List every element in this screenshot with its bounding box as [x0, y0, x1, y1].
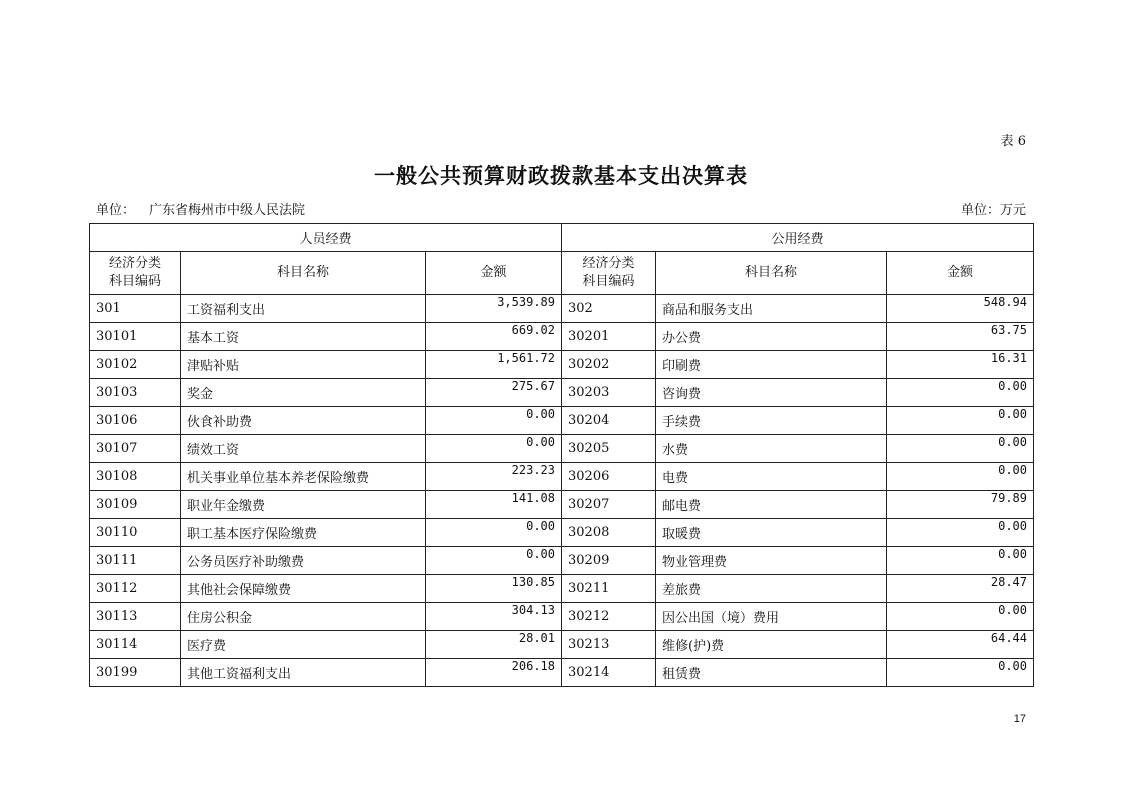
right-code-cell: 30214 — [562, 659, 656, 687]
right-amount-cell: 79.89 — [887, 491, 1034, 519]
table-row — [90, 603, 1034, 631]
left-code-cell: 30107 — [90, 435, 181, 463]
section-personnel-header: 人员经费 — [90, 224, 562, 252]
left-code-cell: 30103 — [90, 379, 181, 407]
right-code-cell: 30212 — [562, 603, 656, 631]
left-name-cell: 工资福利支出 — [181, 295, 426, 323]
left-name-cell: 伙食补助费 — [181, 407, 426, 435]
left-name-cell: 奖金 — [181, 379, 426, 407]
left-code-cell: 301 — [90, 295, 181, 323]
section-public-header: 公用经费 — [562, 224, 1034, 252]
left-name-cell: 机关事业单位基本养老保险缴费 — [181, 463, 426, 491]
left-amount-cell: 223.23 — [426, 463, 562, 491]
right-amount-cell: 16.31 — [887, 351, 1034, 379]
left-name-cell: 医疗费 — [181, 631, 426, 659]
table-row — [90, 547, 1034, 575]
table-row — [90, 463, 1034, 491]
left-code-cell: 30106 — [90, 407, 181, 435]
left-name-cell: 津贴补贴 — [181, 351, 426, 379]
left-amount-cell: 0.00 — [426, 407, 562, 435]
right-name-cell: 差旅费 — [656, 575, 887, 603]
right-name-cell: 邮电费 — [656, 491, 887, 519]
right-code-cell: 30211 — [562, 575, 656, 603]
table-row — [90, 379, 1034, 407]
left-name-cell: 其他社会保障缴费 — [181, 575, 426, 603]
left-amount-cell: 141.08 — [426, 491, 562, 519]
right-amount-cell: 0.00 — [887, 379, 1034, 407]
right-code-cell: 30205 — [562, 435, 656, 463]
left-name-cell: 住房公积金 — [181, 603, 426, 631]
left-code-cell: 30101 — [90, 323, 181, 351]
right-amount-cell: 0.00 — [887, 603, 1034, 631]
col-header-code-right: 经济分类 科目编码 — [562, 252, 656, 295]
right-amount-cell: 0.00 — [887, 659, 1034, 687]
right-name-cell: 租赁费 — [656, 659, 887, 687]
right-code-cell: 30201 — [562, 323, 656, 351]
left-amount-cell: 206.18 — [426, 659, 562, 687]
reporting-unit — [96, 199, 305, 218]
right-code-cell: 30202 — [562, 351, 656, 379]
left-code-cell: 30114 — [90, 631, 181, 659]
right-amount-cell: 28.47 — [887, 575, 1034, 603]
left-name-cell: 绩效工资 — [181, 435, 426, 463]
left-amount-cell: 130.85 — [426, 575, 562, 603]
currency-unit: 单位：万元 — [960, 203, 1026, 218]
left-amount-cell: 0.00 — [426, 519, 562, 547]
right-code-cell: 30204 — [562, 407, 656, 435]
right-code-cell: 30203 — [562, 379, 656, 407]
table-number: 表 6 — [1000, 134, 1026, 149]
col-header-name-left: 科目名称 — [181, 252, 426, 295]
right-amount-cell: 0.00 — [887, 435, 1034, 463]
right-name-cell: 取暖费 — [656, 519, 887, 547]
right-name-cell: 咨询费 — [656, 379, 887, 407]
table-row — [90, 435, 1034, 463]
right-name-cell: 印刷费 — [656, 351, 887, 379]
table-row — [90, 295, 1034, 323]
col-header-amount-right: 金额 — [887, 252, 1034, 295]
table-row — [90, 351, 1034, 379]
col-header-amount-left: 金额 — [426, 252, 562, 295]
right-name-cell: 电费 — [656, 463, 887, 491]
left-amount-cell: 1,561.72 — [426, 351, 562, 379]
right-amount-cell: 0.00 — [887, 547, 1034, 575]
left-amount-cell: 0.00 — [426, 435, 562, 463]
right-amount-cell: 63.75 — [887, 323, 1034, 351]
left-name-cell: 职工基本医疗保险缴费 — [181, 519, 426, 547]
right-name-cell: 维修(护)费 — [656, 631, 887, 659]
right-name-cell: 商品和服务支出 — [656, 295, 887, 323]
page-title: 一般公共预算财政拨款基本支出决算表 — [374, 163, 748, 188]
right-code-cell: 30213 — [562, 631, 656, 659]
left-name-cell: 基本工资 — [181, 323, 426, 351]
col-header-name-right: 科目名称 — [656, 252, 887, 295]
left-amount-cell: 3,539.89 — [426, 295, 562, 323]
left-amount-cell: 28.01 — [426, 631, 562, 659]
right-code-cell: 30208 — [562, 519, 656, 547]
left-code-cell: 30102 — [90, 351, 181, 379]
right-code-cell: 30207 — [562, 491, 656, 519]
left-name-cell: 职业年金缴费 — [181, 491, 426, 519]
table-row — [90, 659, 1034, 687]
table-row — [90, 491, 1034, 519]
right-amount-cell: 0.00 — [887, 463, 1034, 491]
left-code-cell: 30112 — [90, 575, 181, 603]
table-row — [90, 631, 1034, 659]
left-amount-cell: 275.67 — [426, 379, 562, 407]
right-name-cell: 因公出国（境）费用 — [656, 603, 887, 631]
right-amount-cell: 548.94 — [887, 295, 1034, 323]
table-row — [90, 407, 1034, 435]
left-name-cell: 公务员医疗补助缴费 — [181, 547, 426, 575]
right-amount-cell: 0.00 — [887, 407, 1034, 435]
page-number: 17 — [1013, 713, 1026, 725]
right-name-cell: 物业管理费 — [656, 547, 887, 575]
left-code-cell: 30108 — [90, 463, 181, 491]
table-row — [90, 519, 1034, 547]
col-header-code-left: 经济分类 科目编码 — [90, 252, 181, 295]
right-amount-cell: 0.00 — [887, 519, 1034, 547]
right-name-cell: 水费 — [656, 435, 887, 463]
left-amount-cell: 0.00 — [426, 547, 562, 575]
right-code-cell: 30209 — [562, 547, 656, 575]
left-code-cell: 30113 — [90, 603, 181, 631]
reporting-unit-label: 单位： — [96, 203, 136, 218]
left-amount-cell: 669.02 — [426, 323, 562, 351]
reporting-unit-value: 广东省梅州市中级人民法院 — [149, 203, 306, 218]
left-code-cell: 30111 — [90, 547, 181, 575]
right-name-cell: 办公费 — [656, 323, 887, 351]
right-code-cell: 30206 — [562, 463, 656, 491]
right-name-cell: 手续费 — [656, 407, 887, 435]
left-code-cell: 30110 — [90, 519, 181, 547]
right-amount-cell: 64.44 — [887, 631, 1034, 659]
left-name-cell: 其他工资福利支出 — [181, 659, 426, 687]
left-code-cell: 30109 — [90, 491, 181, 519]
table-row — [90, 323, 1034, 351]
right-code-cell: 302 — [562, 295, 656, 323]
budget-table — [89, 223, 1034, 687]
table-row — [90, 575, 1034, 603]
left-code-cell: 30199 — [90, 659, 181, 687]
left-amount-cell: 304.13 — [426, 603, 562, 631]
